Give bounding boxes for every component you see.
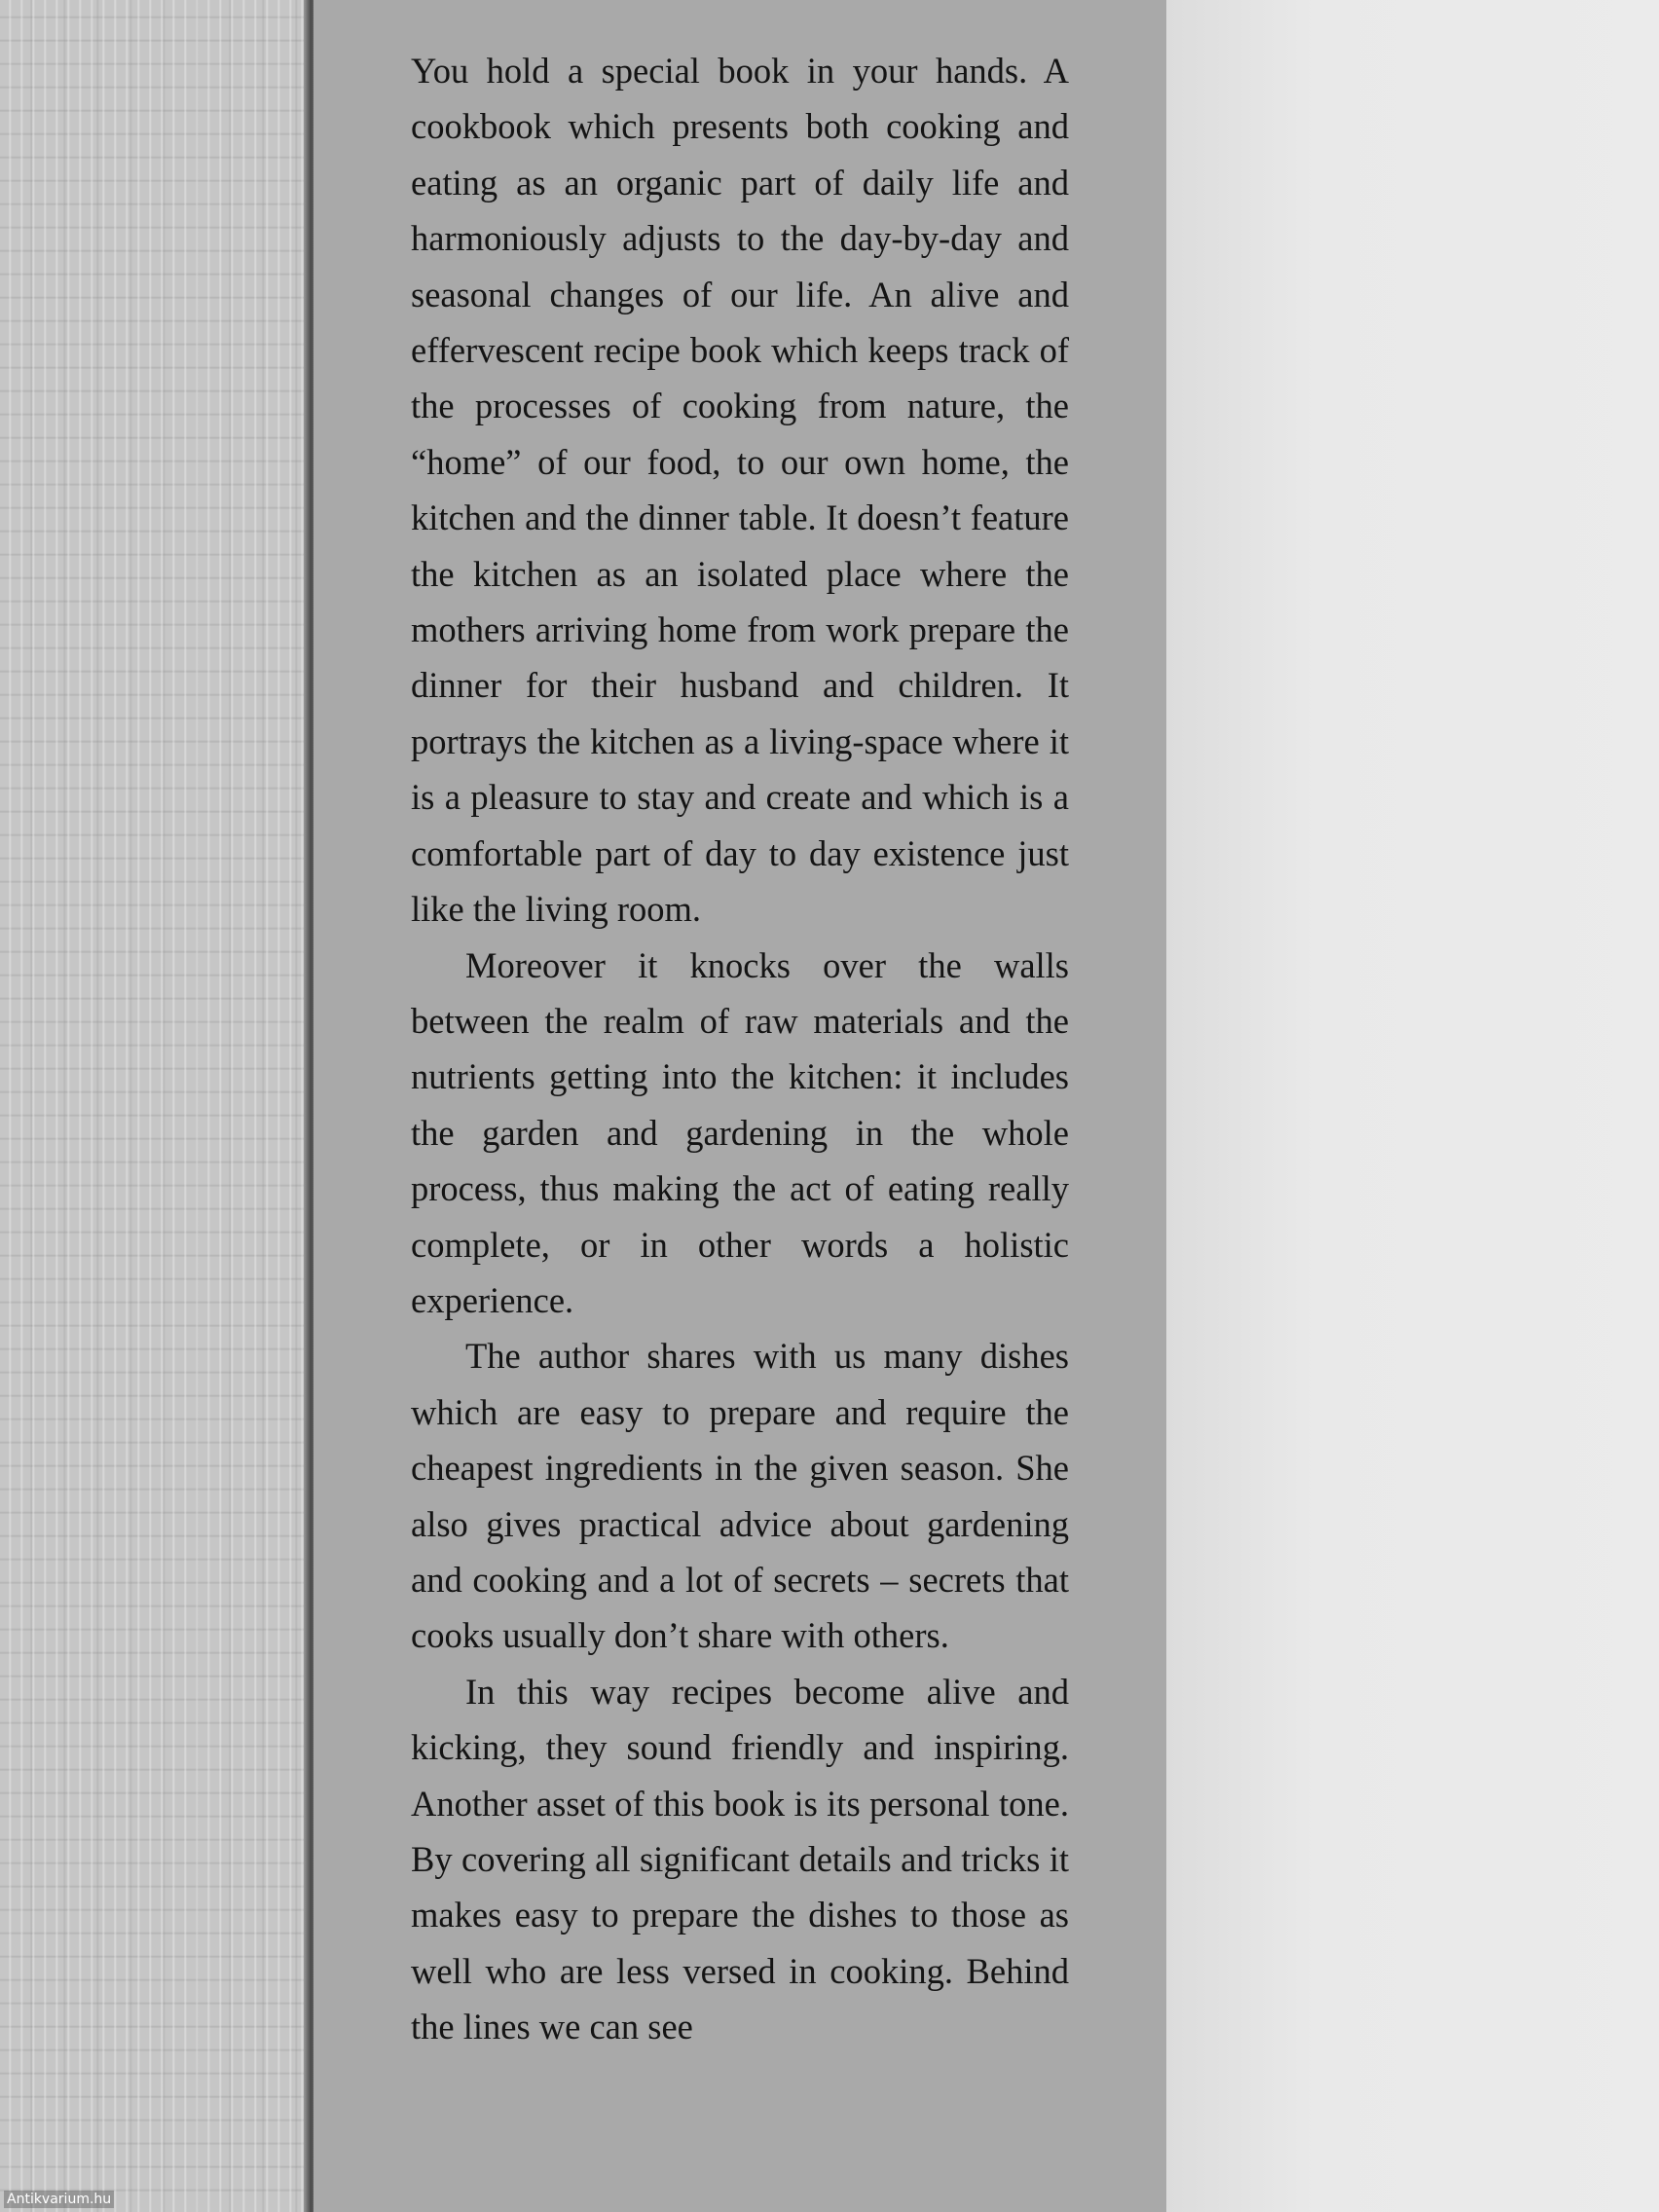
- watermark-label: Antikvarium.hu: [4, 2191, 114, 2208]
- paragraph-3: The author shares with us many dishes which are easy to prepare and require the cheapest ingredients in the given season. She also gives practical advice about gardening and cooking and a lot of secrets – secrets that cooks usually don’t share with others.: [411, 1336, 1069, 1656]
- paragraph-4: In this way recipes become alive and kicking, they sound friendly and inspiring. Another asset of this book is its personal tone. By covering all significant details and tricks it makes easy to prepare the dishes to those as well who are less versed in cooking. Behind the lines we can see: [411, 1671, 1069, 2047]
- left-textured-surface: [0, 0, 310, 2212]
- background-surface: [1166, 0, 1659, 2212]
- paragraph-1: You hold a special book in your hands. A cookbook which presents both cooking and eating as an organic part of daily life and harmoniously adjusts to the day-by-day and seasonal changes of our life. An alive and effervescent recipe book which keeps track of the processes of cooking from nature, the “home” of our food, to our own home, the kitchen and the dinner table. It doesn’t feature the kitchen as an isolated place where the mothers arriving home from work prepare the dinner for their husband and children. It portrays the kitchen as a living-space where it is a pleasure to stay and create and which is a comfortable part of day to day existence just like the living room.: [411, 51, 1069, 930]
- cover-text-block: [411, 43, 1069, 2055]
- paragraph-2: Moreover it knocks over the walls between the realm of raw materials and the nutrients getting into the kitchen: it includes the garden and gardening in the whole process, thus making the act of eating really complete, or in other words a holistic experience.: [411, 944, 1069, 1320]
